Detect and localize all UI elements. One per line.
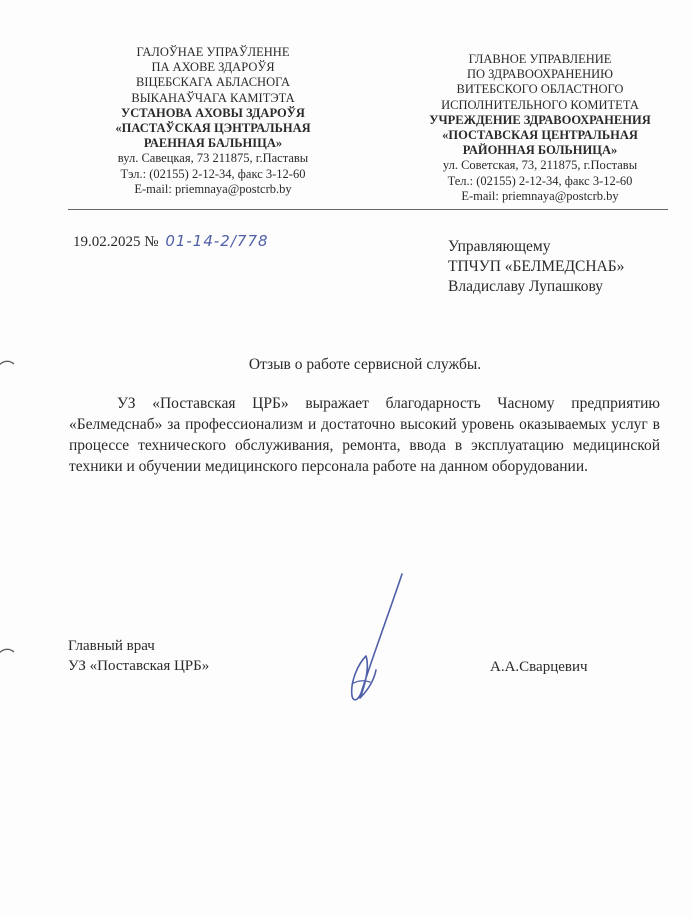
header-right-line: ВИТЕБСКОГО ОБЛАСТНОГО bbox=[456, 82, 624, 97]
letter-subject: Отзыв о работе сервисной службы. bbox=[248, 356, 482, 373]
header-left-line: ПА АХОВЕ ЗДАРОЎЯ bbox=[151, 60, 275, 75]
signatory-org: УЗ «Поставская ЦРБ» bbox=[68, 658, 210, 674]
header-left-line: Тэл.: (02155) 2-12-34, факс 3-12-60 bbox=[120, 166, 306, 181]
letter-body: УЗ «Поставская ЦРБ» выражает благодарность Часному предприятию «Белмедснаб» за профессионализм и достаточно высокий уровень оказываемых услуг в процессе технического обслуживания, ремонта, ввода в эксплуатацию медицинской техники и обучении медицинского персонала работе на данном оборудовании. bbox=[69, 395, 660, 475]
header-belarusian bbox=[88, 45, 338, 197]
date-and-number bbox=[73, 232, 269, 251]
header-left-line: E-mail: priemnaya@postcrb.by bbox=[134, 181, 292, 196]
addressee-line: Владиславу Лупашкову bbox=[448, 278, 604, 295]
header-left-line: ВІЦЕБСКАГА АБЛАСНОГА bbox=[135, 75, 291, 90]
signatory-name: А.А.Сварцевич bbox=[490, 659, 588, 675]
header-right-line: «ПОСТАВСКАЯ ЦЕНТРАЛЬНАЯ bbox=[442, 128, 638, 143]
header-right-line: УЧРЕЖДЕНИЕ ЗДРАВООХРАНЕНИЯ bbox=[429, 112, 651, 127]
punch-hole-mark bbox=[0, 358, 16, 372]
header-left-line: ГАЛОЎНАЕ УПРАЎЛЕННЕ bbox=[136, 45, 290, 59]
header-right-line: РАЙОННАЯ БОЛЬНИЦА» bbox=[462, 143, 618, 158]
header-left-line: вул. Савецкая, 73 211875, г.Паставы bbox=[117, 151, 309, 166]
header-right-line: Тел.: (02155) 2-12-34, факс 3-12-60 bbox=[447, 173, 633, 188]
punch-hole-mark bbox=[0, 646, 16, 660]
addressee-line: Управляющему bbox=[448, 238, 551, 255]
header-right-line: ПО ЗДРАВООХРАНЕНИЮ bbox=[467, 67, 613, 82]
header-divider bbox=[68, 209, 668, 210]
header-left-line: ВЫКАНАЎЧАГА КАМІТЭТА bbox=[131, 90, 295, 105]
header-russian bbox=[405, 52, 675, 204]
addressee-block bbox=[448, 237, 624, 297]
header-right-line: ИСПОЛНИТЕЛЬНОГО КОМИТЕТА bbox=[441, 97, 639, 112]
handwritten-signature bbox=[330, 570, 430, 710]
addressee-line: ТПЧУП «БЕЛМЕДСНАБ» bbox=[448, 258, 625, 275]
header-left-line: УСТАНОВА АХОВЫ ЗДАРОЎЯ bbox=[121, 105, 305, 120]
header-left-line: РАЕННАЯ БАЛЬНІЦА» bbox=[143, 136, 283, 151]
letter-date: 19.02.2025 № bbox=[73, 234, 159, 250]
signatory-block bbox=[68, 636, 209, 676]
header-left-line: «ПАСТАЎСКАЯ ЦЭНТРАЛЬНАЯ bbox=[115, 121, 311, 136]
header-right-line: E-mail: priemnaya@postcrb.by bbox=[461, 188, 619, 203]
header-right-line: ГЛАВНОЕ УПРАВЛЕНИЕ bbox=[468, 52, 612, 66]
header-right-line: ул. Советская, 73, 211875, г.Поставы bbox=[442, 158, 638, 173]
signatory-position: Главный врач bbox=[68, 638, 155, 654]
handwritten-reg-number: 01-14-2/778 bbox=[165, 232, 269, 250]
